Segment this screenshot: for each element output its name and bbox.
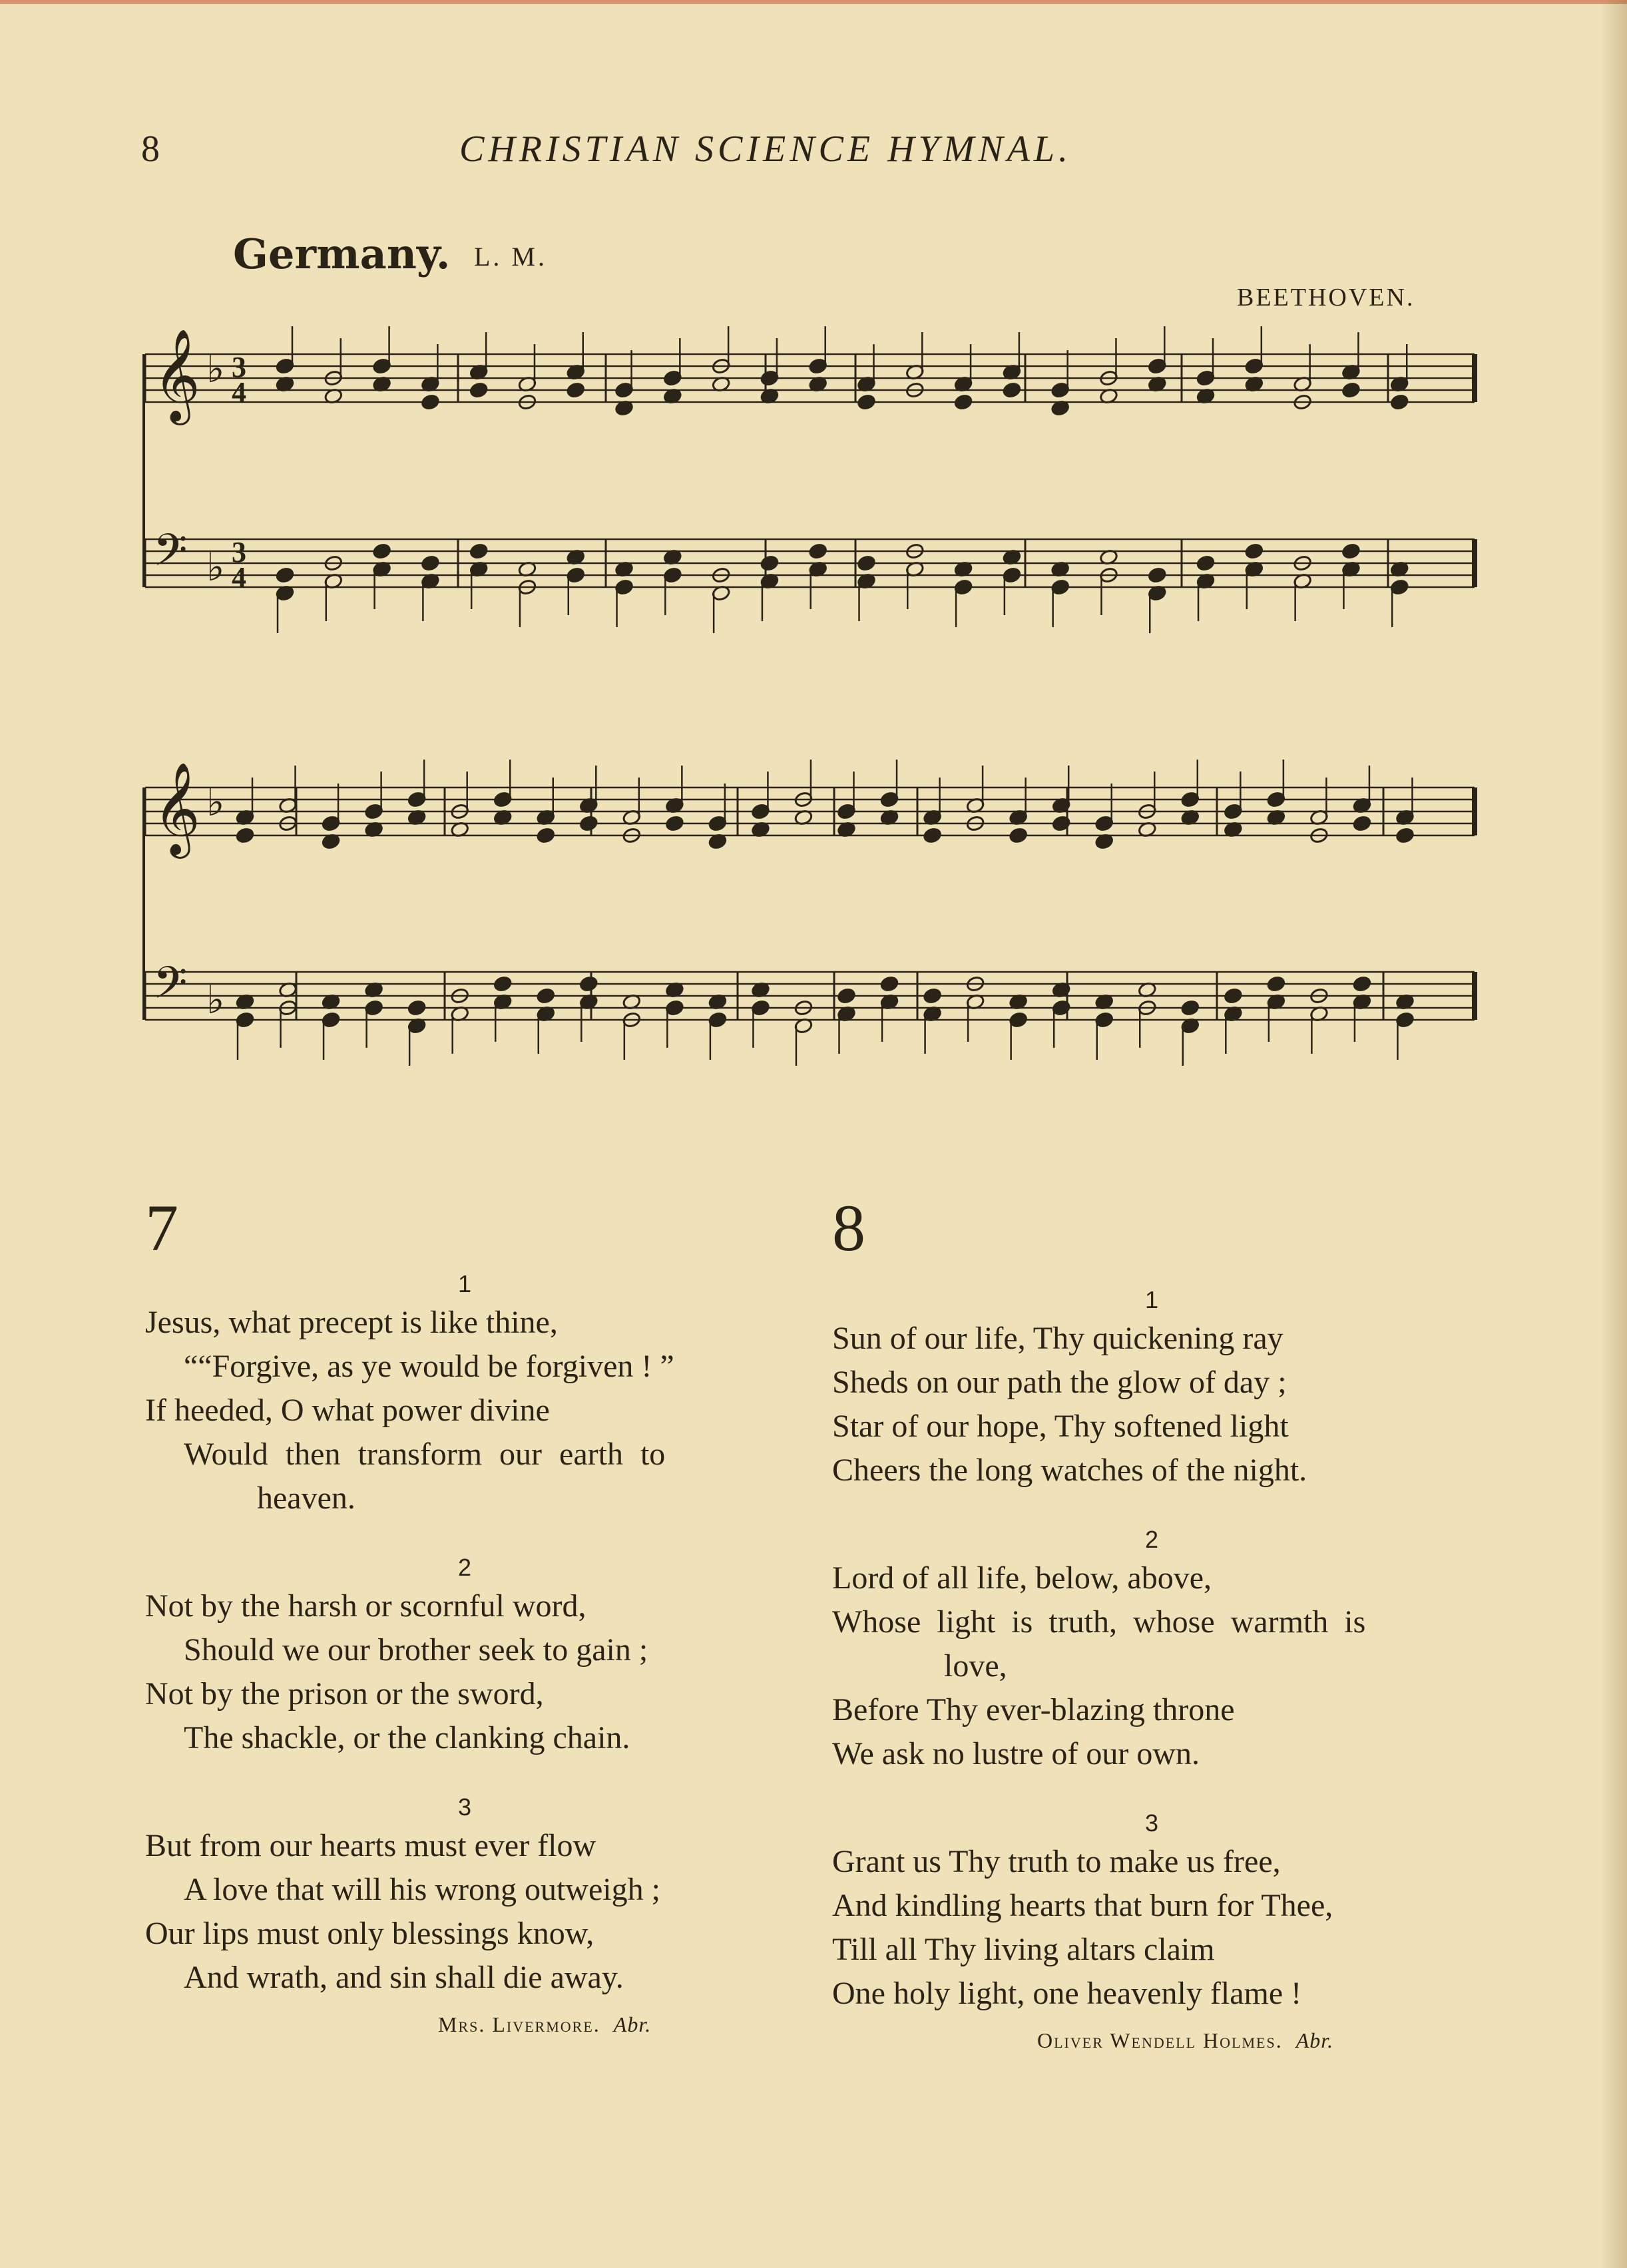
note-head — [579, 975, 598, 992]
verse-line: We ask no lustre of our own. — [832, 1736, 1200, 1771]
note-head — [1009, 827, 1028, 843]
stanza-number: 1 — [1144, 1286, 1159, 1313]
note-head — [566, 381, 585, 398]
running-title: CHRISTIAN SCIENCE HYMNAL. — [459, 128, 1072, 170]
verse-line: Before Thy ever-blazing throne — [832, 1692, 1235, 1727]
hymn-number: 7 — [145, 1191, 178, 1265]
verse-line: If heeded, O what power divine — [145, 1393, 550, 1428]
note-head — [665, 815, 684, 831]
verse-line: Whose light is truth, whose warmth is — [832, 1604, 1366, 1640]
note-head — [1353, 815, 1372, 831]
stanza-number: 2 — [457, 1554, 472, 1581]
note-head — [469, 543, 489, 559]
time-signature-bottom: 4 — [232, 561, 246, 594]
time-signature-top: 3 — [232, 351, 246, 383]
note-head — [1003, 381, 1022, 398]
verse-line: But from our hearts must ever flow — [145, 1828, 596, 1863]
author-name: Mrs. Livermore. — [438, 2012, 600, 2036]
verse-line: Grant us Thy truth to make us free, — [832, 1844, 1281, 1879]
verse-line: Lord of all life, below, above, — [832, 1560, 1212, 1596]
verse-line: Till all Thy living altars claim — [832, 1932, 1215, 1967]
verse-line: Not by the harsh or scornful word, — [145, 1588, 586, 1624]
verse-line: ““Forgive, as ye would be forgiven ! ” — [184, 1349, 674, 1384]
note-head — [469, 381, 489, 398]
verse-line: Our lips must only blessings know, — [145, 1916, 594, 1951]
hymn-8 — [832, 1192, 1498, 2062]
verse-line: Should we our brother seek to gain ; — [184, 1632, 648, 1668]
author-note: Abr. — [613, 2012, 652, 2036]
flat-icon: ♭ — [206, 977, 225, 1022]
time-signature-top: 3 — [232, 536, 246, 568]
note-head — [1395, 827, 1415, 843]
flat-icon: ♭ — [206, 780, 225, 825]
bass-clef-icon: 𝄢 — [153, 525, 188, 586]
note-head — [493, 975, 513, 992]
note-head — [276, 567, 295, 583]
bass-clef-icon: 𝄢 — [153, 957, 188, 1019]
time-signature-bottom: 4 — [232, 376, 246, 409]
note-head — [236, 827, 255, 843]
note-head — [1390, 393, 1409, 410]
tune-name: Germany. — [233, 230, 451, 278]
note-head — [421, 393, 440, 410]
verse-line: Sun of our life, Thy quickening ray — [832, 1321, 1283, 1356]
stanza-number: 1 — [457, 1270, 472, 1297]
verse-line: A love that will his wrong outweigh ; — [184, 1872, 660, 1907]
note-head — [372, 543, 391, 559]
verse-line: Would then transform our earth to — [184, 1437, 666, 1472]
note-head — [1180, 999, 1200, 1016]
note-head — [1224, 987, 1243, 1004]
note-head — [1196, 555, 1216, 571]
note-head — [923, 827, 942, 843]
note-head — [857, 393, 876, 410]
note-head — [837, 987, 856, 1004]
note-head — [1244, 543, 1264, 559]
verse-line: And kindling hearts that burn for Thee, — [832, 1888, 1333, 1923]
verse-line: Jesus, what precept is like thine, — [145, 1305, 558, 1340]
note-head — [536, 827, 555, 843]
flat-icon: ♭ — [206, 545, 225, 590]
composer: BEETHOVEN. — [1237, 284, 1415, 312]
score-systems — [144, 326, 1475, 1066]
verse-line: One holy light, one heavenly flame ! — [832, 1976, 1302, 2011]
note-head — [954, 393, 973, 410]
verse-line: Not by the prison or the sword, — [145, 1676, 544, 1711]
note-head — [407, 999, 427, 1016]
verse-line: Star of our hope, Thy softened light — [832, 1409, 1289, 1444]
verse-line: Sheds on our path the glow of day ; — [832, 1365, 1287, 1400]
note-head — [760, 555, 780, 571]
note-head — [1148, 567, 1167, 583]
note-head — [1341, 381, 1361, 398]
verse-line: love, — [944, 1648, 1007, 1684]
treble-clef-icon: 𝄞 — [153, 762, 200, 855]
verse-line: Cheers the long watches of the night. — [832, 1453, 1307, 1488]
page-number: 8 — [141, 128, 160, 170]
note-head — [579, 815, 598, 831]
note-head — [857, 555, 876, 571]
author-name: Oliver Wendell Holmes. — [1037, 2028, 1283, 2052]
note-head — [421, 555, 440, 571]
note-head — [1353, 975, 1372, 992]
verse-line: heaven. — [257, 1480, 355, 1516]
treble-clef-icon: 𝄞 — [153, 329, 200, 421]
author-note: Abr. — [1295, 2028, 1334, 2052]
stanza-number: 3 — [457, 1793, 472, 1821]
author-credit — [145, 2002, 811, 2046]
verse-line: The shackle, or the clanking chain. — [184, 1720, 630, 1755]
stanza-number: 3 — [1144, 1809, 1159, 1837]
hymn-7 — [145, 1192, 811, 2046]
note-head — [1341, 543, 1361, 559]
tune-meter: L. M. — [474, 242, 547, 272]
note-head — [880, 975, 899, 992]
author-credit — [832, 2018, 1498, 2062]
note-head — [923, 987, 942, 1004]
stanza-number: 2 — [1144, 1526, 1159, 1553]
verse-line: And wrath, and sin shall die away. — [184, 1960, 624, 1995]
music-score — [0, 0, 1627, 1132]
note-head — [1267, 975, 1286, 992]
flat-icon: ♭ — [206, 346, 225, 391]
note-head — [808, 543, 827, 559]
note-head — [536, 987, 555, 1004]
hymn-number: 8 — [832, 1191, 865, 1265]
